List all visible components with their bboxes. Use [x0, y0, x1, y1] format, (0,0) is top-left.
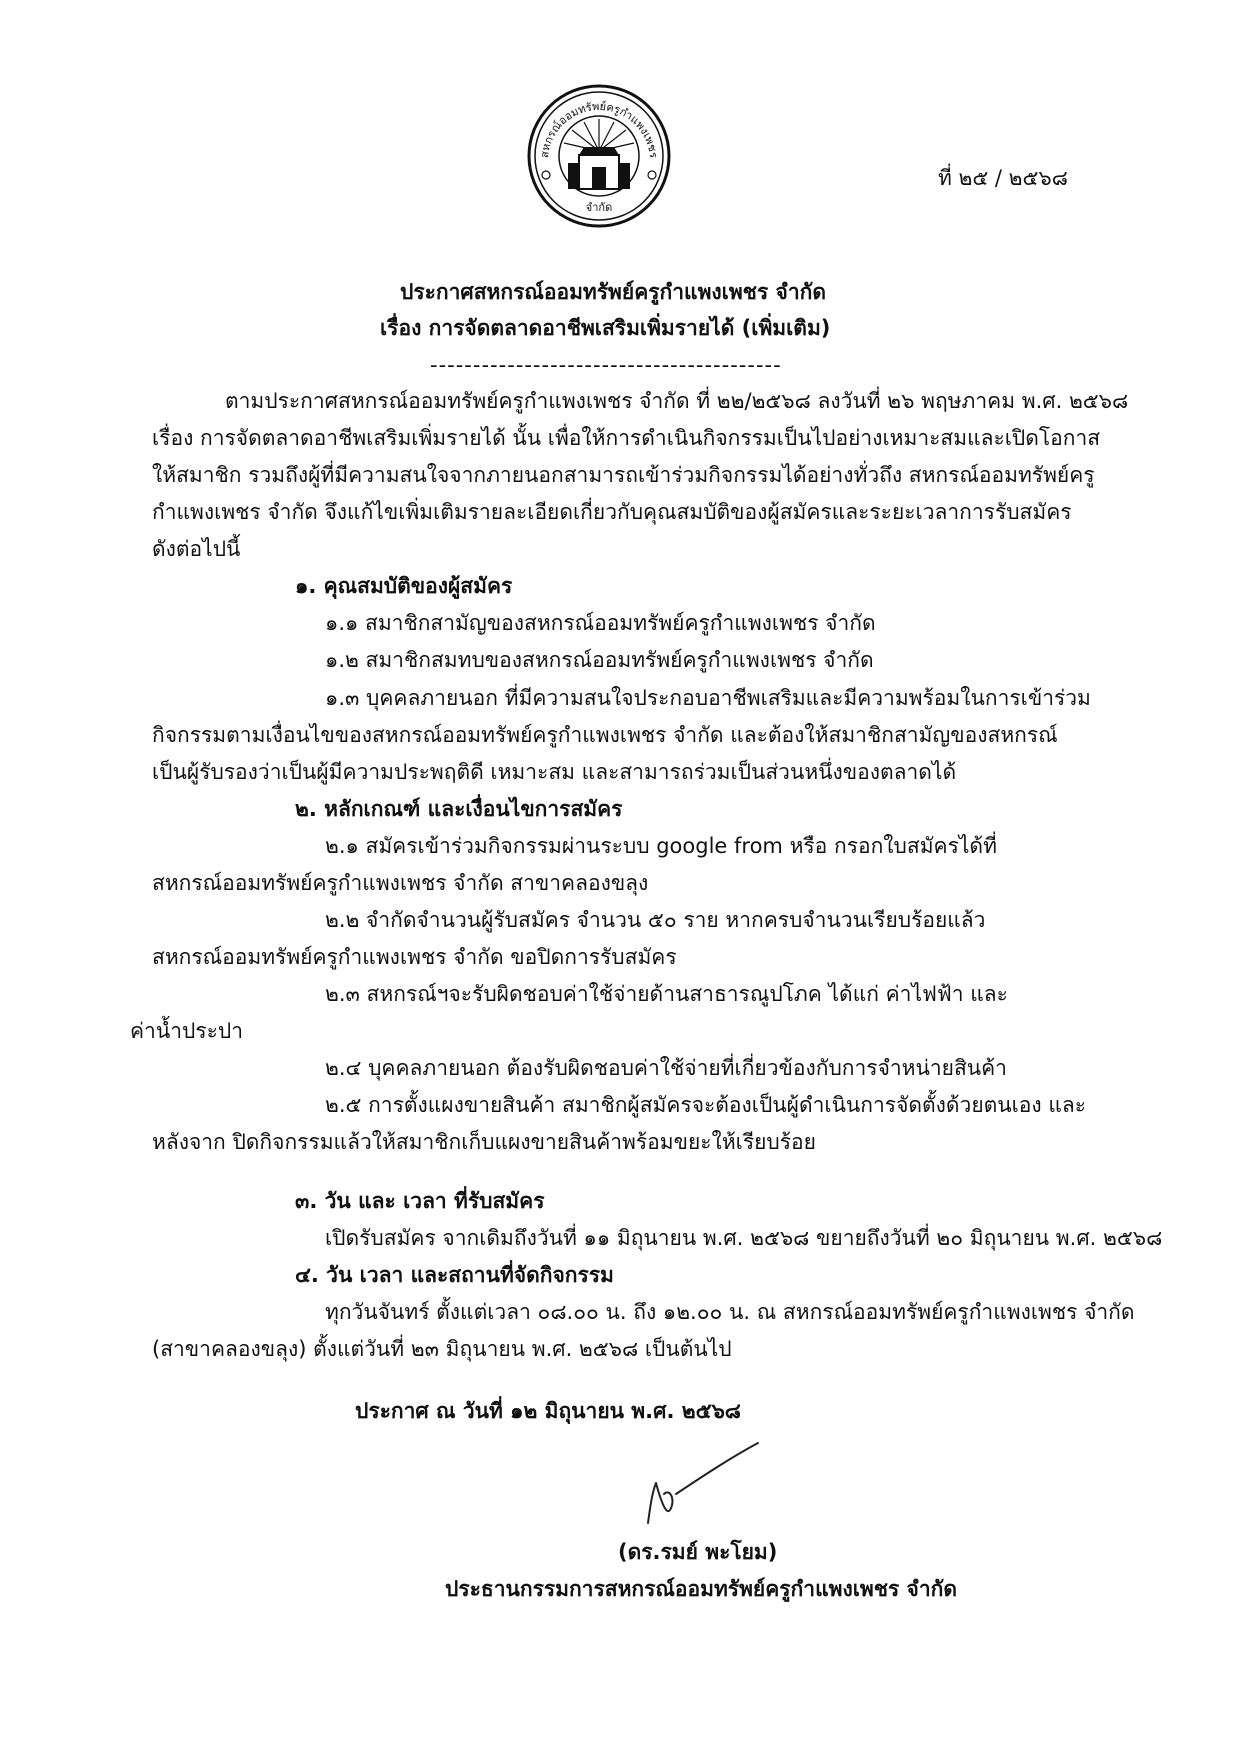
section-2-item-continued: สหกรณ์ออมทรัพย์ครูกำแพงเพชร จำกัด สาขาคลองขลุง: [152, 871, 649, 895]
section-3-text: เปิดรับสมัคร จากเดิมถึงวันที่ ๑๑ มิถุนายน พ.ศ. ๒๕๖๘ ขยายถึงวันที่ ๒๐ มิถุนายน พ.ศ. ๒๕๖๘: [325, 1226, 1163, 1250]
section-4-text-continued: (สาขาคลองขลุง) ตั้งแต่วันที่ ๒๓ มิถุนายน พ.ศ. ๒๕๖๘ เป็นต้นไป: [152, 1337, 732, 1361]
section-2-item: ๒.๔ บุคคลภายนอก ต้องรับผิดชอบค่าใช้จ่ายที่เกี่ยวข้องกับการจำหน่ายสินค้า: [325, 1056, 1007, 1080]
document-number: ที่ ๒๕ / ๒๕๖๘: [938, 166, 1068, 190]
section-1-item-continued: กิจกรรมตามเงื่อนไขของสหกรณ์ออมทรัพย์ครูกำแพงเพชร จำกัด และต้องให้สมาชิกสามัญของสหกรณ์: [152, 723, 1058, 747]
section-2-item-continued: ค่าน้ำประปา: [130, 1019, 243, 1043]
section-2-item-continued: หลังจาก ปิดกิจกรรมแล้วให้สมาชิกเก็บแผงขายสินค้าพร้อมขยะให้เรียบร้อย: [152, 1130, 816, 1154]
section-2-item: ๒.๒ จำกัดจำนวนผู้รับสมัคร จำนวน ๕๐ ราย หากครบจำนวนเรียบร้อยแล้ว: [325, 908, 986, 932]
section-2-heading: ๒. หลักเกณฑ์ และเงื่อนไขการสมัคร: [295, 797, 623, 821]
signer-position: ประธานกรรมการสหกรณ์ออมทรัพย์ครูกำแพงเพชร จำกัด: [445, 1577, 958, 1601]
section-1-item: ๑.๓ บุคคลภายนอก ที่มีความสนใจประกอบอาชีพเสริมและมีความพร้อมในการเข้าร่วม: [325, 686, 1091, 710]
intro-line: ดังต่อไปนี้: [152, 537, 241, 561]
title-divider: -----------------------------------------: [430, 353, 782, 377]
section-2-item: ๒.๑ สมัครเข้าร่วมกิจกรรมผ่านระบบ google from หรือ กรอกใบสมัครได้ที่: [325, 834, 997, 858]
announcement-date: ประกาศ ณ วันที่ ๑๒ มิถุนายน พ.ศ. ๒๕๖๘: [355, 1399, 741, 1423]
intro-line: ให้สมาชิก รวมถึงผู้ที่มีความสนใจจากภายนอกสามารถเข้าร่วมกิจกรรมได้อย่างทั่วถึง สหกรณ์ออมทรัพย์ครู: [152, 463, 1095, 487]
section-2-item: ๒.๕ การตั้งแผงขายสินค้า สมาชิกผู้สมัครจะต้องเป็นผู้ดำเนินการจัดตั้งด้วยตนเอง และ: [325, 1093, 1087, 1117]
intro-line: กำแพงเพชร จำกัด จึงแก้ไขเพิ่มเติมรายละเอียดเกี่ยวกับคุณสมบัติของผู้สมัครและระยะเวลาการรับสมัคร: [152, 500, 1072, 524]
announcement-subject: เรื่อง การจัดตลาดอาชีพเสริมเพิ่มรายได้ (เพิ่มเติม): [380, 316, 831, 340]
section-1-heading: ๑. คุณสมบัติของผู้สมัคร: [295, 574, 513, 598]
svg-text:จำกัด: จำกัด: [585, 201, 613, 214]
signer-name: (ดร.รมย์ พะโยม): [618, 1540, 778, 1564]
section-2-item: ๒.๓ สหกรณ์ฯจะรับผิดชอบค่าใช้จ่ายด้านสาธารณูปโภค ได้แก่ ค่าไฟฟ้า และ: [325, 982, 1008, 1006]
section-4-heading: ๔. วัน เวลา และสถานที่จัดกิจกรรม: [295, 1263, 614, 1287]
announcement-title: ประกาศสหกรณ์ออมทรัพย์ครูกำแพงเพชร จำกัด: [400, 280, 826, 304]
section-2-item-continued: สหกรณ์ออมทรัพย์ครูกำแพงเพชร จำกัด ขอปิดการรับสมัคร: [152, 945, 677, 969]
section-1-item: ๑.๒ สมาชิกสมทบของสหกรณ์ออมทรัพย์ครูกำแพงเพชร จำกัด: [325, 648, 874, 672]
section-3-heading: ๓. วัน และ เวลา ที่รับสมัคร: [295, 1189, 545, 1213]
svg-text:สหกรณ์ออมทรัพย์ครูกำแพงเพชร: สหกรณ์ออมทรัพย์ครูกำแพงเพชร: [538, 99, 660, 159]
intro-line: ตามประกาศสหกรณ์ออมทรัพย์ครูกำแพงเพชร จำกัด ที่ ๒๒/๒๕๖๘ ลงวันที่ ๒๖ พฤษภาคม พ.ศ. ๒๕๖๘: [225, 389, 1129, 413]
section-4-text: ทุกวันจันทร์ ตั้งแต่เวลา ๐๘.๐๐ น. ถึง ๑๒.๐๐ น. ณ สหกรณ์ออมทรัพย์ครูกำแพงเพชร จำกัด: [325, 1300, 1135, 1324]
signature-graphic: [640, 1438, 770, 1528]
section-1-item: ๑.๑ สมาชิกสามัญของสหกรณ์ออมทรัพย์ครูกำแพงเพชร จำกัด: [325, 611, 876, 635]
intro-line: เรื่อง การจัดตลาดอาชีพเสริมเพิ่มรายได้ นั้น เพื่อให้การดำเนินกิจกรรมเป็นไปอย่างเหมาะสมและเปิดโอกาส: [152, 426, 1101, 450]
cooperative-seal-logo: [526, 83, 672, 229]
section-1-item-continued: เป็นผู้รับรองว่าเป็นผู้มีความประพฤติดี เหมาะสม และสามารถร่วมเป็นส่วนหนึ่งของตลาดได้: [152, 760, 957, 784]
